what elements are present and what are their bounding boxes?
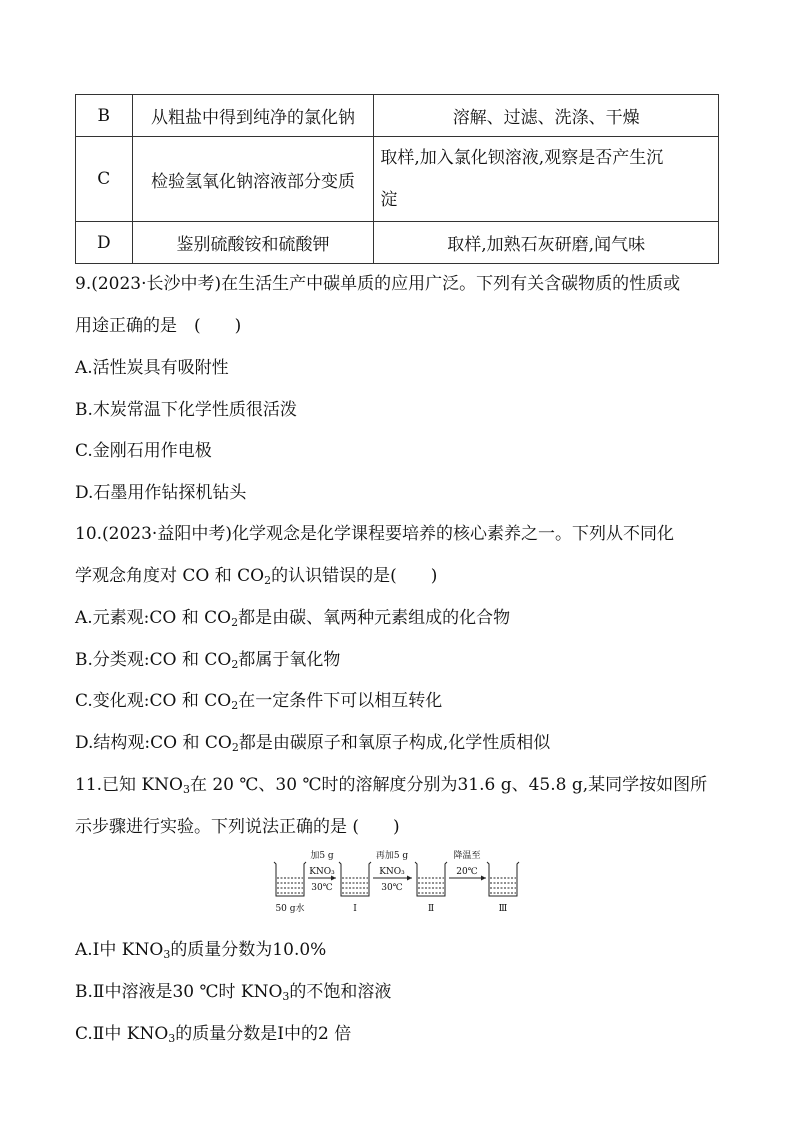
q9-option-a: A.活性炭具有吸附性 (75, 358, 229, 378)
table-row (76, 95, 719, 137)
step2-mid-label: KNO₃ (379, 867, 405, 877)
q9-option-b: B.木炭常温下化学性质很活泼 (75, 400, 297, 420)
q10-option-c: C.变化观:CO 和 $CO_2$在一定条件下可以相互转化 (75, 691, 443, 712)
q10-option-a: A.元素观:CO 和 $CO_2$都是由碳、氧两种元素组成的化合物 (75, 608, 511, 629)
row-purpose: 从粗盐中得到纯净的氯化钠 (132, 95, 374, 137)
beaker0-label: 50 g水 (275, 904, 305, 914)
q10-option-d: D.结构观:CO 和 $CO_2$都是由碳原子和氧原子构成,化学性质相似 (75, 733, 551, 754)
row-label: C (76, 137, 133, 222)
q11-stem-line2: 示步骤进行实验。下列说法正确的是 ( ) (75, 817, 400, 837)
q11-option-b: B.Ⅱ中溶液是30 ℃时 $KNO_3$的不饱和溶液 (75, 982, 392, 1003)
method-line: 取样,加入氯化钡溶液,观察是否产生沉 (380, 148, 664, 168)
q10-stem-line2: 学观念角度对 CO 和 $CO_2$的认识错误的是( ) (75, 566, 438, 587)
step3-top-label: 降温至 (453, 851, 481, 861)
beaker-icon (487, 862, 519, 896)
q11-option-a: A.Ⅰ中 $KNO_3$的质量分数为10.0% (75, 940, 327, 961)
step1-mid-label: KNO₃ (309, 867, 335, 877)
beaker-icon (415, 862, 447, 896)
beaker2-label: Ⅱ (427, 904, 435, 914)
step1-top-label: 加5 g (310, 851, 334, 861)
q9-stem-line2: 用途正确的是 ( ) (75, 316, 242, 336)
row-purpose: 鉴别硫酸铵和硫酸钾 (132, 222, 374, 264)
step1-bottom-label: 30℃ (311, 883, 333, 893)
q10-stem-line1: 10.(2023·益阳中考)化学观念是化学课程要培养的核心素养之一。下列从不同化 (75, 524, 674, 544)
row-method (374, 137, 719, 222)
q11-option-c: C.Ⅱ中 $KNO_3$的质量分数是Ⅰ中的2 倍 (75, 1024, 352, 1045)
row-method: 溶解、过滤、洗涤、干燥 (374, 95, 719, 137)
step2-bottom-label: 30℃ (381, 883, 403, 893)
row-method: 取样,加熟石灰研磨,闻气味 (374, 222, 719, 264)
table-row (76, 137, 719, 222)
q10-option-b: B.分类观:CO 和 $CO_2$都属于氧化物 (75, 650, 341, 671)
step3-mid-label: 20℃ (456, 867, 478, 877)
beaker-icon (274, 862, 306, 896)
experiment-diagram (272, 848, 522, 918)
beaker1-label: Ⅰ (353, 904, 357, 914)
row-label: D (76, 222, 133, 264)
row-label: B (76, 95, 133, 137)
q9-option-d: D.石墨用作钻探机钻头 (75, 483, 247, 503)
beaker3-label: Ⅲ (498, 904, 508, 914)
q9-stem-line1: 9.(2023·长沙中考)在生活生产中碳单质的应用广泛。下列有关含碳物质的性质或 (75, 274, 681, 294)
method-line: 淀 (380, 190, 398, 210)
q9-option-c: C.金刚石用作电极 (75, 441, 212, 461)
table-row (76, 222, 719, 264)
row-purpose: 检验氢氧化钠溶液部分变质 (132, 137, 374, 222)
options-table (75, 94, 719, 264)
q11-stem-line1: 11.已知 $KNO_3$在 20 ℃、30 ℃时的溶解度分别为31.6 g、45.8 g,某同学按如图所 (75, 775, 708, 796)
beaker-icon (339, 862, 371, 896)
step2-top-label: 再加5 g (375, 851, 409, 861)
